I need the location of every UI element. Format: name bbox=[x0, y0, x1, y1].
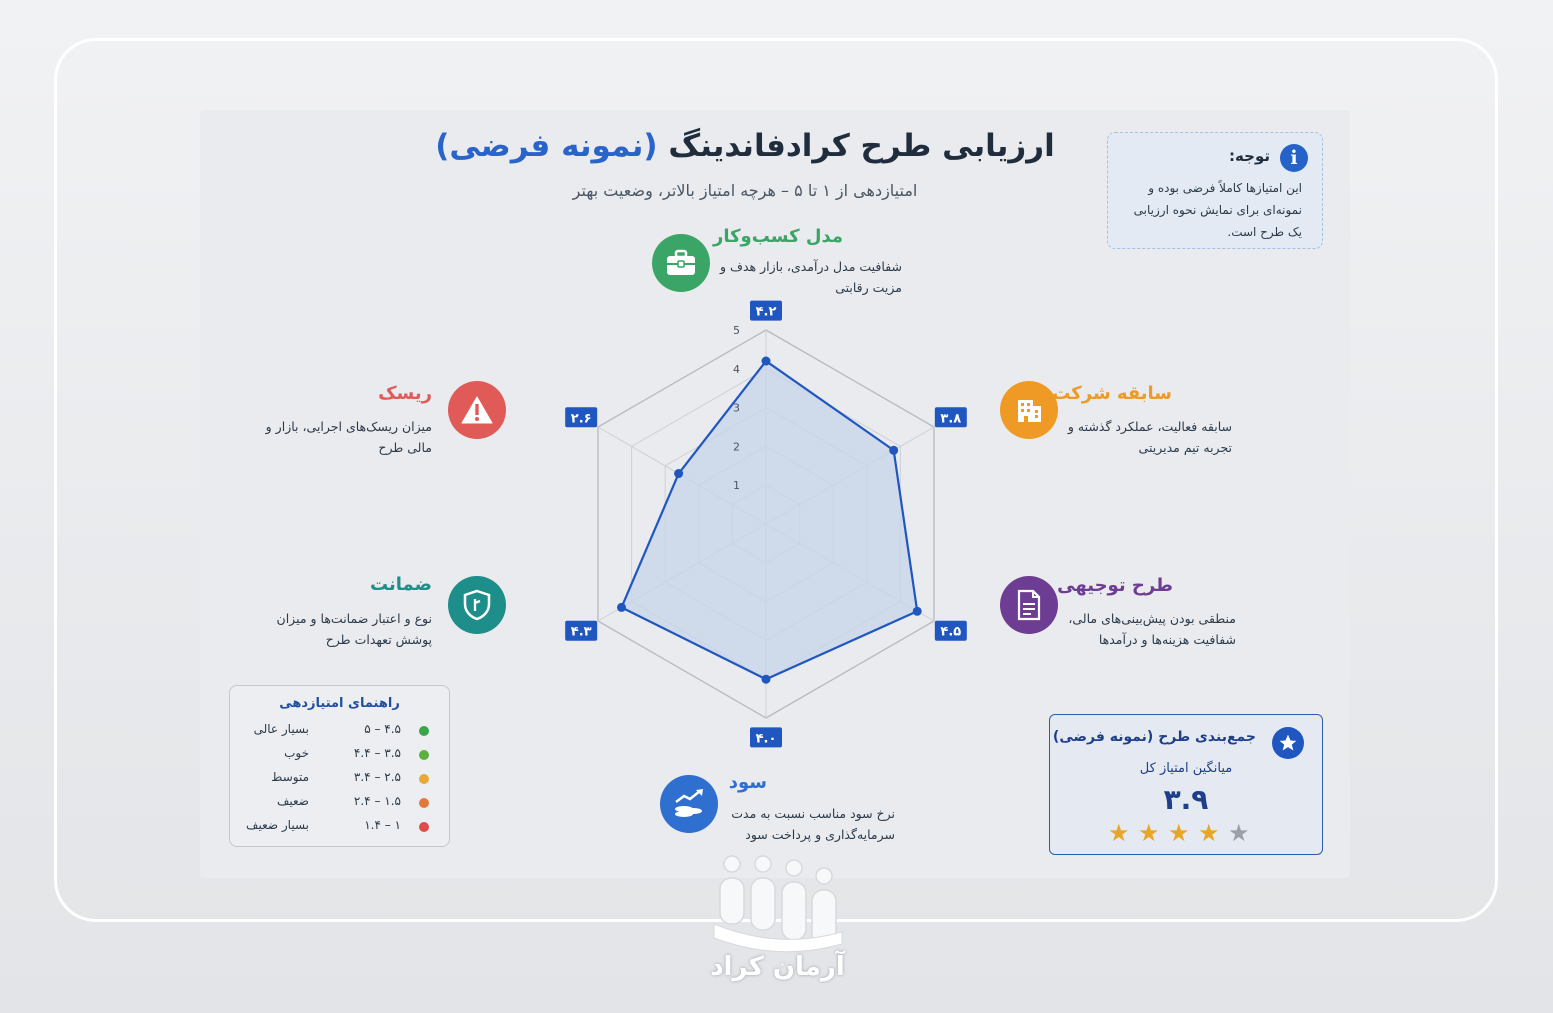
category-desc: منطقی بودن پیش‌بینی‌های مالی، شفافیت هزینه‌ها و درآمدها bbox=[1068, 611, 1236, 647]
legend-item bbox=[230, 769, 451, 789]
summary-subtitle: میانگین امتیاز کل bbox=[1139, 761, 1233, 776]
note-title: توجه: bbox=[1229, 147, 1270, 165]
star-empty-icon: ★ bbox=[1228, 819, 1250, 847]
category-title: طرح توجیهی bbox=[1057, 575, 1173, 596]
radar-value-label: ۴.۰ bbox=[755, 731, 777, 747]
legend-dot bbox=[419, 822, 429, 832]
legend-item bbox=[230, 721, 451, 741]
radar-value-label: ۲.۶ bbox=[570, 411, 592, 427]
category-desc: نرخ سود مناسب نسبت به مدت سرمایه‌گذاری و پرداخت سود bbox=[731, 806, 895, 842]
legend-item bbox=[230, 793, 451, 813]
radar-data-area bbox=[622, 361, 918, 679]
rating-stars bbox=[1106, 821, 1266, 845]
legend-label: ضعیف bbox=[276, 794, 309, 808]
legend-item bbox=[230, 817, 451, 837]
legend-title: راهنمای امتیازدهی bbox=[279, 696, 400, 711]
note-body: این امتیازها کاملاً فرضی بوده و نمونه‌ای برای نمایش نحوه ارزیابی یک طرح است. bbox=[1133, 181, 1302, 239]
radar-data-point bbox=[674, 469, 683, 478]
radar-value-label: ۴.۳ bbox=[570, 624, 592, 640]
star-filled-icon: ★ bbox=[1138, 819, 1160, 847]
legend-label: بسیار ضعیف bbox=[246, 818, 309, 832]
legend-range: ۲.۵ – ۳.۴ bbox=[353, 770, 401, 784]
radar-value-label: ۳.۸ bbox=[940, 411, 962, 427]
radar-data-point bbox=[762, 675, 771, 684]
category-title: سود bbox=[728, 772, 767, 793]
radar-tick-label: 4 bbox=[733, 362, 740, 376]
legend-dot bbox=[419, 798, 429, 808]
legend-range: ۱.۵ – ۲.۴ bbox=[353, 794, 401, 808]
radar-tick-label: 3 bbox=[733, 401, 740, 415]
legend-label: بسیار عالی bbox=[253, 722, 309, 736]
score-legend bbox=[229, 685, 450, 847]
title-main: ارزیابی طرح کرادفاندینگ bbox=[668, 128, 1055, 164]
legend-label: خوب bbox=[284, 746, 309, 760]
title-highlight: (نمونه فرضی) bbox=[435, 128, 658, 164]
radar-tick-label: 2 bbox=[733, 440, 740, 454]
star-filled-icon: ★ bbox=[1108, 819, 1130, 847]
summary-card bbox=[1049, 714, 1323, 855]
info-icon: i bbox=[1280, 144, 1308, 172]
summary-title: جمع‌بندی طرح (نمونه فرضی) bbox=[1052, 729, 1256, 745]
legend-dot bbox=[419, 750, 429, 760]
category-title: ریسک bbox=[378, 383, 432, 404]
star-filled-icon: ★ bbox=[1168, 819, 1190, 847]
legend-label: متوسط bbox=[271, 770, 309, 784]
legend-range: ۱ – ۱.۴ bbox=[364, 818, 401, 832]
brand-logo bbox=[700, 852, 855, 992]
category-desc: میزان ریسک‌های اجرایی، بازار و مالی طرح bbox=[265, 419, 432, 455]
legend-range: ۳.۵ – ۴.۴ bbox=[353, 746, 401, 760]
category-title: ضمانت bbox=[369, 574, 432, 595]
legend-item bbox=[230, 745, 451, 765]
radar-tick-label: 5 bbox=[733, 324, 740, 337]
category-title: سابقه شرکت bbox=[1052, 383, 1172, 404]
category-desc: سابقه فعالیت، عملکرد گذشته و تجربه تیم مدیریتی bbox=[1067, 419, 1232, 455]
legend-dot bbox=[419, 726, 429, 736]
radar-data-point bbox=[762, 357, 771, 366]
radar-data-point bbox=[913, 607, 922, 616]
legend-range: ۴.۵ – ۵ bbox=[364, 722, 401, 736]
logo-text: آرمان کراد bbox=[710, 952, 845, 982]
star-filled-icon: ★ bbox=[1198, 819, 1220, 847]
legend-dot bbox=[419, 774, 429, 784]
radar-tick-label: 1 bbox=[733, 479, 740, 493]
summary-score: ۳.۹ bbox=[1163, 783, 1209, 816]
radar-data-point bbox=[889, 446, 898, 455]
page-subtitle: امتیازدهی از ۱ تا ۵ – هرچه امتیاز بالاتر، وضعیت بهتر bbox=[572, 181, 918, 200]
radar-value-label: ۴.۲ bbox=[755, 304, 777, 320]
category-desc: شفافیت مدل درآمدی، بازار هدف و مزیت رقابتی bbox=[720, 259, 902, 295]
radar-value-label: ۴.۵ bbox=[940, 624, 962, 640]
radar-data-point bbox=[617, 603, 626, 612]
star-badge-icon bbox=[1272, 727, 1304, 759]
category-desc: نوع و اعتبار ضمانت‌ها و میزان پوشش تعهدات طرح bbox=[276, 611, 432, 647]
category-title: مدل کسب‌وکار bbox=[712, 226, 843, 247]
